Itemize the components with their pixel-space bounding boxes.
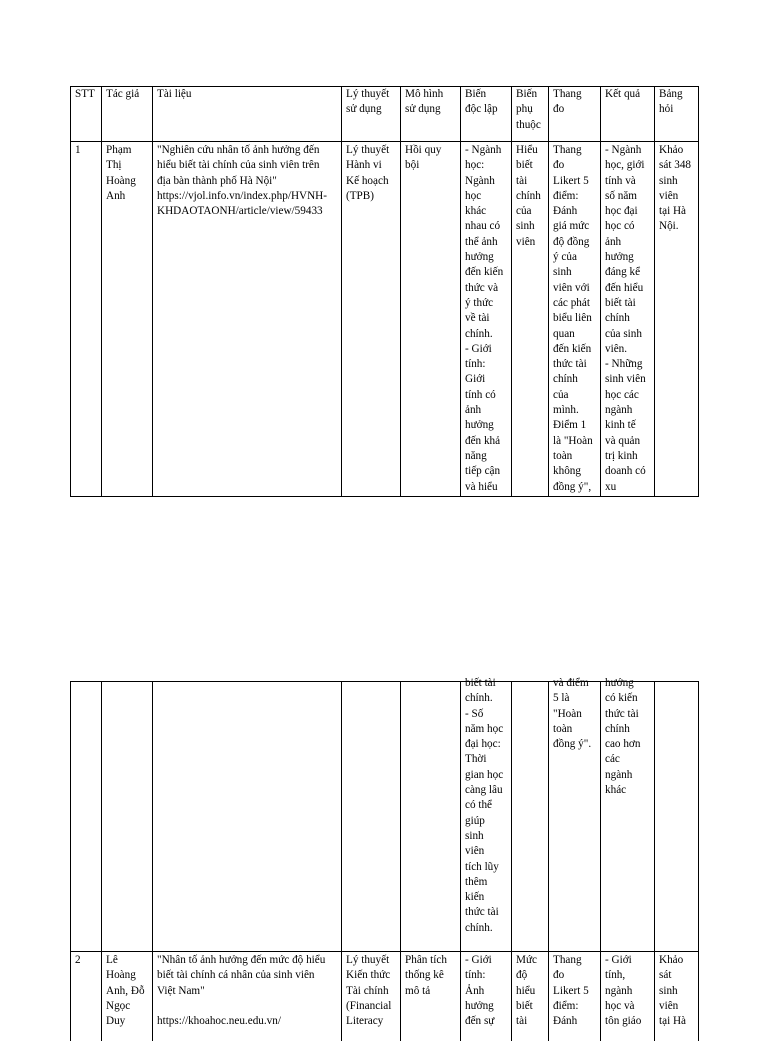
row2-survey: Khảo sát sinh viên tại Hà (659, 954, 687, 1028)
row1-cont-result: hướng có kiến thức tài chính cao hơn các ngành khác (605, 677, 641, 797)
row1-model: Hồi quy bội (405, 144, 442, 172)
row1-dependent-variable: Hiểu biết tài chính của sinh viên (516, 144, 541, 248)
row1-cont-scale: và điểm 5 là "Hoàn toàn đồng ý". (553, 677, 592, 751)
column-divider (460, 681, 461, 1041)
header-model: Mô hình sử dụng (405, 88, 444, 116)
header-row-divider (70, 141, 699, 142)
row1-cont-independent-variable: biết tài chính. - Số năm học đại học: Thời gian học càng lâu có thể giúp sinh viên tích lũy thêm kiến thức tài chính. (465, 677, 504, 934)
row2-author: Lê Hoàng Anh, Đỗ Ngọc Duy (106, 954, 145, 1028)
column-divider (654, 86, 655, 497)
header-independent-variable: Biến độc lập (465, 88, 498, 116)
row2-scale: Thang đo Likert 5 điểm: Đánh (553, 954, 589, 1028)
column-divider (548, 86, 549, 497)
row2-independent-variable: - Giới tính: Ảnh hưởng đến sự (465, 954, 495, 1028)
column-divider (654, 681, 655, 1041)
header-survey: Bảng hỏi (659, 88, 683, 116)
column-divider (511, 86, 512, 497)
column-divider (101, 86, 102, 497)
row2-theory: Lý thuyết Kiến thức Tài chính (Financial Literacy (346, 954, 392, 1028)
row2-dependent-variable: Mức độ hiểu biết tài (516, 954, 537, 1028)
column-divider (341, 86, 342, 497)
research-table-page-1 (70, 86, 699, 497)
row1-result: - Ngành học, giới tính và số năm học đại học có ảnh hưởng đáng kể đến hiểu biết tài chính của sinh viên. - Những sinh viên học các ngành kinh tế và quản trị kinh doanh có xu (605, 144, 646, 493)
row-divider (70, 951, 699, 952)
header-result: Kết quả (605, 88, 641, 100)
row1-independent-variable: - Ngành học: Ngành học khác nhau có thể ảnh hưởng đến kiến thức và ý thức về tài chính. - Giới tính: Giới tính có ảnh hưởng đến khả năng tiếp cận và hiểu (465, 144, 504, 493)
column-divider (548, 681, 549, 1041)
row1-author: Phạm Thị Hoàng Anh (106, 144, 136, 202)
header-document: Tài liệu (157, 88, 192, 100)
column-divider (152, 86, 153, 497)
column-divider (152, 681, 153, 1041)
column-divider (341, 681, 342, 1041)
header-dependent-variable: Biến phụ thuộc (516, 88, 541, 131)
column-divider (511, 681, 512, 1041)
row2-document: "Nhân tố ảnh hưởng đến mức độ hiểu biết tài chính cá nhân của sinh viên Việt Nam" https://khoahoc.neu.edu.vn/ (157, 954, 326, 1028)
row1-scale: Thang đo Likert 5 điểm: Đánh giá mức độ đồng ý của sinh viên với các phát biểu liên quan đến kiến thức tài chính của mình. Điểm 1 là "Hoàn toàn không đồng ý", (553, 144, 593, 493)
row1-stt: 1 (75, 144, 81, 156)
research-table-page-2 (70, 677, 699, 1041)
column-divider (101, 681, 102, 1041)
header-stt: STT (75, 88, 95, 100)
row2-result: - Giới tính, ngành học và tôn giáo (605, 954, 642, 1028)
column-divider (460, 86, 461, 497)
column-divider (600, 681, 601, 1041)
header-scale: Thang đo (553, 88, 582, 116)
row1-survey: Khảo sát 348 sinh viên tại Hà Nội. (659, 144, 692, 233)
row1-document: "Nghiên cứu nhân tố ảnh hưởng đến hiểu biết tài chính của sinh viên trên địa bàn thành phố Hà Nội" https://vjol.info.vn/index.php/HVNH- KHDAOTAONH/article/view/59433 (157, 144, 327, 218)
table-border-bottom (70, 496, 699, 497)
column-divider (600, 86, 601, 497)
row2-stt: 2 (75, 954, 81, 966)
header-author: Tác giả (106, 88, 140, 100)
column-divider (400, 86, 401, 497)
header-theory: Lý thuyết sử dụng (346, 88, 390, 116)
column-divider (400, 681, 401, 1041)
row1-theory: Lý thuyết Hành vi Kế hoạch (TPB) (346, 144, 390, 202)
row2-model: Phân tích thống kê mô tả (405, 954, 447, 997)
